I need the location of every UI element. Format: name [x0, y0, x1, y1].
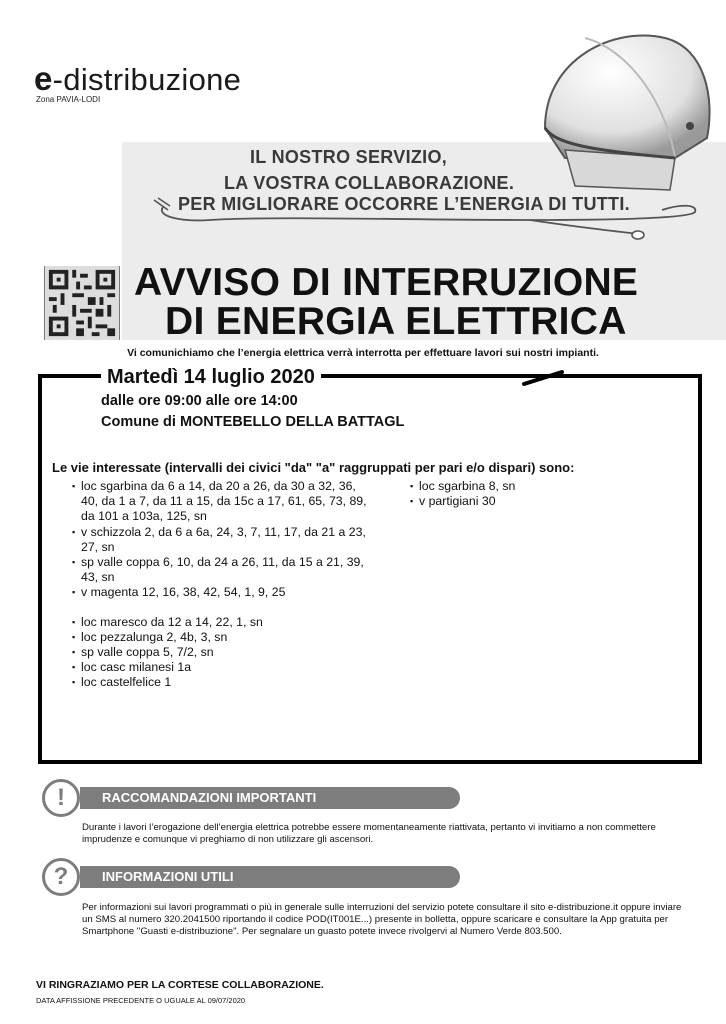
list-item: ▪ v schizzola 2, da 6 a 6a, 24, 3, 7, 11, 17, da 21 a 23, 27, sn: [72, 525, 372, 555]
list-item: ▪ sp valle coppa 6, 10, da 24 a 26, 11, da 15 a 21, 39, 43, sn: [72, 555, 372, 585]
marker-pen-icon: [522, 368, 572, 388]
list-item: ▪ loc sgarbina da 6 a 14, da 20 a 26, da 30 a 32, 36, 40, da 1 a 7, da 11 a 15, da 15c a 17, 61, 65, 73, 89, da 101 a 103a, 125, sn: [72, 479, 372, 525]
slogan-line-1: IL NOSTRO SERVIZIO,: [250, 147, 448, 167]
notice-intro: Vi comunichiamo che l’energia elettrica verrà interrotta per effettuare lavori sui nostri impianti.: [127, 347, 599, 359]
municipality-name: MONTEBELLO DELLA BATTAGL: [179, 414, 405, 430]
exclamation-icon: !: [42, 779, 80, 817]
streets-right-column: [410, 479, 660, 509]
info-text: Per informazioni sui lavori programmati o più in generale sulle interruzioni del servizio potete consultare il sito e-distribuzione.it oppure inviare un SMS al numero 320.2041500 riportando il codice POD(IT001E...) presente in bolletta, oppure scaricare e consultare la App gratuita per Smartphone "Guasti e-distribuzione". Per segnalare un guasto potete invece rivolgervi al Numero Verde 803.500.: [82, 902, 682, 937]
notice-title-line-2: DI ENERGIA ELETTRICA: [165, 300, 627, 343]
info-heading: INFORMAZIONI UTILI: [80, 866, 460, 888]
list-item: ▪ loc casc milanesi 1a: [72, 660, 372, 675]
streets-intro: Le vie interessate (intervalli dei civici "da" "a" raggruppati per pari e/o dispari) sono:: [52, 460, 575, 475]
slogan-line-3: PER MIGLIORARE OCCORRE L’ENERGIA DI TUTTI.: [178, 194, 630, 214]
brand-logo-mark: e: [34, 60, 53, 97]
list-item: ▪ v magenta 12, 16, 38, 42, 54, 1, 9, 25: [72, 585, 372, 600]
thanks-text: VI RINGRAZIAMO PER LA CORTESE COLLABORAZIONE.: [36, 979, 324, 991]
list-item: ▪ v partigiani 30: [410, 494, 660, 509]
list-item: ▪ loc pezzalunga 2, 4b, 3, sn: [72, 630, 372, 645]
recommendations-heading: RACCOMANDAZIONI IMPORTANTI: [80, 787, 460, 809]
slogan-line-2: LA VOSTRA COLLABORAZIONE.: [224, 173, 515, 193]
list-item: ▪ loc maresco da 12 a 14, 22, 1, sn: [72, 615, 372, 630]
interruption-date: Martedì 14 luglio 2020: [101, 366, 321, 389]
question-icon: ?: [42, 858, 80, 896]
recommendations-text: Durante i lavori l’erogazione dell’energia elettrica potrebbe essere momentaneamente riattivata, pertanto vi invitiamo a non commettere imprudenze e comunque vi preghiamo di non utilizzare gli ascensori.: [82, 822, 656, 845]
brand-logo: [34, 60, 241, 98]
brand-name: -distribuzione: [52, 62, 242, 97]
municipality: [101, 414, 404, 430]
affix-date: DATA AFFISSIONE PRECEDENTE O UGUALE AL 09/07/2020: [36, 996, 246, 1005]
notice-title-line-1: AVVISO DI INTERRUZIONE: [134, 261, 639, 304]
zone-label: Zona PAVIA-LODI: [36, 95, 101, 104]
list-item: ▪ sp valle coppa 5, 7/2, sn: [72, 645, 372, 660]
municipality-label: Comune di: [101, 414, 176, 430]
interruption-time: dalle ore 09:00 alle ore 14:00: [101, 393, 298, 409]
plug-cable-illustration: [150, 196, 710, 248]
qr-code: [44, 266, 120, 340]
list-item: ▪ loc sgarbina 8, sn: [410, 479, 660, 494]
list-item: ▪ loc castelfelice 1: [72, 675, 372, 690]
streets-left-column: [72, 479, 372, 691]
helmet-illustration: [525, 18, 715, 193]
